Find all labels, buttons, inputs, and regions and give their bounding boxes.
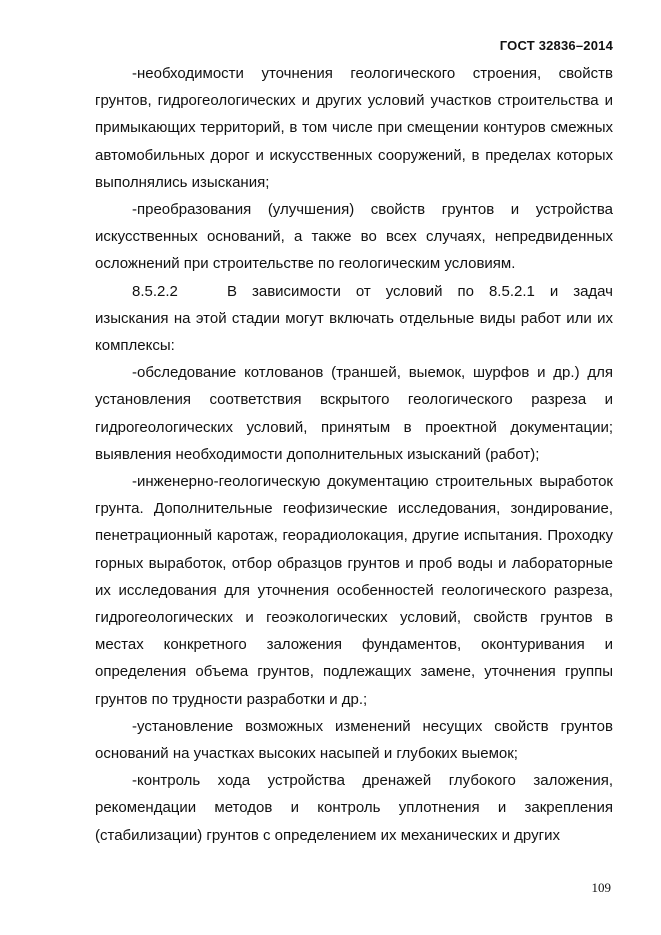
paragraph: -необходимости уточнения геологического строения, свойств грунтов, гидрогеологических и других условий участков строительства и примыкающих территорий, в том числе при смещении контуров смежных автомобильных дорог и искусственных сооружений, в пределах которых выполнялись изыскания; xyxy=(95,65,613,191)
page-number: 109 xyxy=(591,880,611,895)
list-item: -инженерно-геологическую документацию строительных выработок грунта. Дополнительные геофизические исследования, зондирование, пенетрационный каротаж, георадиолокация, другие испытания. Проходку горных выработок, отбор образцов грунтов и проб воды и лабораторные их исследования для уточнения особенностей геологического разреза, гидрогеологических и геоэкологических условий, свойств грунтов в местах конкретного заложения фундаментов, оконтуривания и определения объема грунтов, подлежащих замене, уточнения группы грунтов по трудности разработки и др.; xyxy=(95,473,613,708)
paragraph: -преобразования (улучшения) свойств грунтов и устройства искусственных оснований, а также во всех случаях, непредвиденных осложнений при строительстве по геологическим условиям. xyxy=(95,201,613,273)
clause-text: В зависимости от условий по 8.5.2.1 и задач изыскания на этой стадии могут включать отдельные виды работ или их комплексы: xyxy=(95,282,613,355)
document-body xyxy=(95,60,613,849)
list-item: -обследование котлованов (траншей, выемок, шурфов и др.) для установления соответствия вскрытого геологического разреза и гидрогеологических условий, принятым в проектной документации; выявления необходимости дополнительных изысканий (работ); xyxy=(95,364,613,463)
clause-number: 8.5.2.2 xyxy=(132,282,178,300)
clause-paragraph xyxy=(95,278,613,360)
list-item: -установление возможных изменений несущих свойств грунтов оснований на участках высоких насыпей и глубоких выемок; xyxy=(95,717,613,763)
document-code-header: ГОСТ 32836–2014 xyxy=(499,38,613,53)
list-item: -контроль хода устройства дренажей глубокого заложения, рекомендации методов и контроль уплотнения и закрепления (стабилизации) грунтов с определением их механических и других xyxy=(95,772,613,844)
